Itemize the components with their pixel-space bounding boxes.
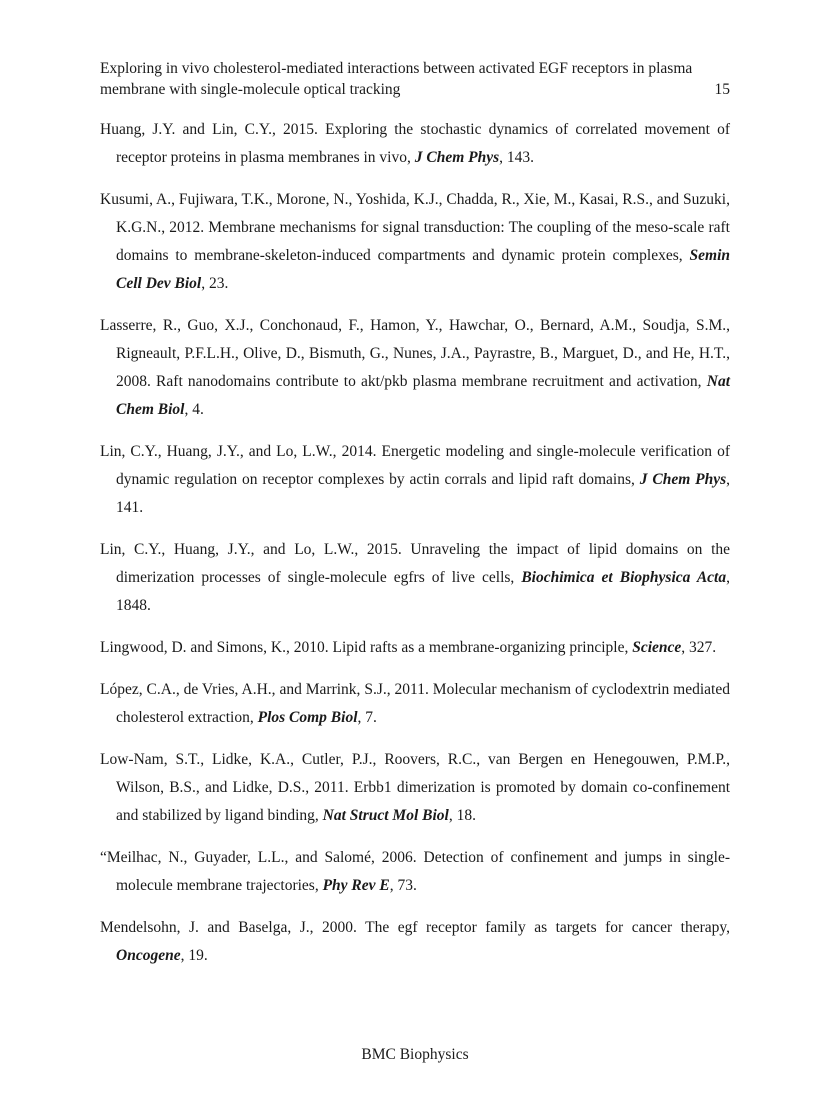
reference-item <box>100 914 730 970</box>
reference-volume: , 1848. <box>116 569 730 614</box>
reference-volume: , 7. <box>357 709 377 726</box>
reference-text: Lin, C.Y., Huang, J.Y., and Lo, L.W., 2014. Energetic modeling and single-molecule verification of dynamic regulation on receptor complexes by actin corrals and lipid raft domains, <box>100 443 730 488</box>
reference-volume: , 23. <box>201 275 229 292</box>
reference-volume: , 73. <box>389 877 417 894</box>
reference-item <box>100 844 730 900</box>
reference-text: Low-Nam, S.T., Lidke, K.A., Cutler, P.J., Roovers, R.C., van Bergen en Henegouwen, P.M.P., Wilson, B.S., and Lidke, D.S., 2011. Erbb1 dimerization is promoted by domain co-confinement and stabilized by ligand binding, <box>100 751 730 824</box>
reference-volume: , 19. <box>180 947 208 964</box>
reference-text: Lasserre, R., Guo, X.J., Conchonaud, F., Hamon, Y., Hawchar, O., Bernard, A.M., Soudja, S.M., Rigneault, P.F.L.H., Olive, D., Bismuth, G., Nunes, J.A., Payrastre, B., Marguet, D., and He, H.T., 2008. Raft nanodomains contribute to akt/pkb plasma membrane recruitment and activation, <box>100 317 730 390</box>
journal-name: Science <box>632 639 682 656</box>
journal-name: Phy Rev E <box>322 877 390 894</box>
reference-item <box>100 438 730 522</box>
reference-text: Kusumi, A., Fujiwara, T.K., Morone, N., Yoshida, K.J., Chadda, R., Xie, M., Kasai, R.S., and Suzuki, K.G.N., 2012. Membrane mechanisms for signal transduction: The coupling of the meso-scale raft domains to membrane-skeleton-induced compartments and dynamic protein complexes, <box>100 191 730 264</box>
page-number: 15 <box>714 81 730 98</box>
journal-name: Semin Cell Dev Biol <box>116 247 730 292</box>
reference-text: Huang, J.Y. and Lin, C.Y., 2015. Exploring the stochastic dynamics of correlated movement of receptor proteins in plasma membranes in vivo, <box>100 121 730 166</box>
page-footer: BMC Biophysics <box>361 1046 469 1063</box>
running-title: Exploring in vivo cholesterol-mediated interactions between activated EGF receptors in plasma membrane with single-molecule optical tracking <box>100 60 693 98</box>
reference-item <box>100 746 730 830</box>
running-header <box>100 58 730 100</box>
reference-volume: , 327. <box>681 639 717 656</box>
reference-item <box>100 676 730 732</box>
reference-item <box>100 312 730 424</box>
reference-text: Lin, C.Y., Huang, J.Y., and Lo, L.W., 2015. Unraveling the impact of lipid domains on the dimerization processes of single-molecule egfrs of live cells, <box>100 541 730 586</box>
reference-list <box>100 116 730 984</box>
journal-name: Biochimica et Biophysica Acta <box>521 569 727 586</box>
reference-text: Mendelsohn, J. and Baselga, J., 2000. The egf receptor family as targets for cancer therapy, <box>100 919 730 936</box>
reference-volume: , 4. <box>184 401 204 418</box>
reference-volume: , 141. <box>116 471 730 516</box>
reference-item <box>100 116 730 172</box>
reference-text: Lingwood, D. and Simons, K., 2010. Lipid rafts as a membrane-organizing principle, <box>100 639 633 656</box>
reference-item <box>100 536 730 620</box>
reference-volume: , 18. <box>448 807 476 824</box>
journal-name: J Chem Phys <box>414 149 500 166</box>
journal-name: Oncogene <box>116 947 181 964</box>
journal-name: Nat Chem Biol <box>116 373 730 418</box>
reference-item <box>100 634 730 662</box>
reference-text: “Meilhac, N., Guyader, L.L., and Salomé, 2006. Detection of confinement and jumps in single-molecule membrane trajectories, <box>100 849 730 894</box>
journal-name: Nat Struct Mol Biol <box>322 807 449 824</box>
journal-name: Plos Comp Biol <box>257 709 358 726</box>
reference-text: López, C.A., de Vries, A.H., and Marrink, S.J., 2011. Molecular mechanism of cyclodextrin mediated cholesterol extraction, <box>100 681 730 726</box>
journal-name: J Chem Phys <box>639 471 727 488</box>
reference-item <box>100 186 730 298</box>
reference-volume: , 143. <box>499 149 535 166</box>
